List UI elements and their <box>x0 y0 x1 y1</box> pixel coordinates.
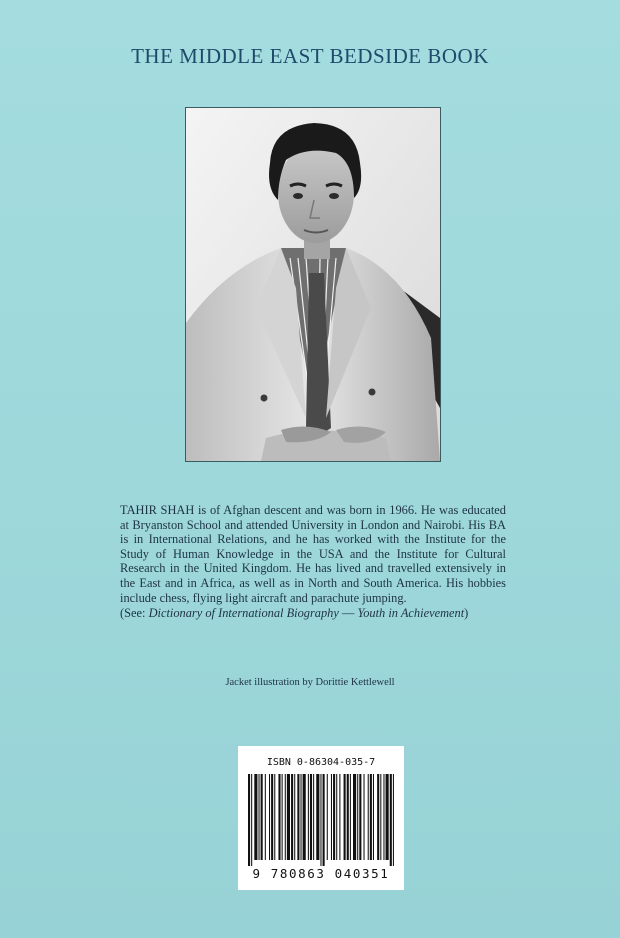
jacket-credit: Jacket illustration by Dorittie Kettlewell <box>225 677 395 688</box>
book-title: THE MIDDLE EAST BEDSIDE BOOK <box>131 44 489 68</box>
barcode-bar <box>344 774 346 860</box>
see-ref-youth: Youth in Achievement <box>357 606 465 621</box>
bio-reference <box>120 606 506 621</box>
see-suffix: ) <box>464 606 469 621</box>
barcode-bar <box>336 774 337 860</box>
barcode-bar <box>278 774 280 860</box>
barcode-bar <box>310 774 312 860</box>
barcode-bar <box>364 774 365 860</box>
barcode-bar <box>313 774 314 860</box>
barcode-bar <box>377 774 379 860</box>
barcode-bar <box>347 774 349 860</box>
barcode-bar <box>333 774 335 860</box>
barcode-panel <box>238 746 404 890</box>
barcode-bar <box>373 774 374 860</box>
barcode-bar <box>261 774 263 860</box>
barcode-bar <box>357 774 358 860</box>
barcode-bar <box>353 774 356 860</box>
barcode-bar <box>285 774 286 860</box>
barcode-bar <box>390 774 392 866</box>
author-biography <box>120 503 506 621</box>
barcode-bar <box>308 774 309 860</box>
barcode-bar <box>287 774 290 860</box>
barcode-bar <box>303 774 306 860</box>
barcode-bar <box>265 774 266 860</box>
see-ref-dictionary: Dictionary of International Biography <box>148 606 339 621</box>
barcode-bars <box>244 774 398 866</box>
barcode-bar <box>320 774 321 866</box>
barcode-bar <box>251 774 252 866</box>
barcode-bar <box>339 774 340 860</box>
barcode-digits: 9 780863 040351 <box>252 866 390 881</box>
author-portrait-illustration <box>186 108 440 461</box>
barcode-bar <box>331 774 332 860</box>
barcode-bar <box>259 774 260 860</box>
barcode-bar <box>327 774 328 860</box>
barcode-bar <box>294 774 295 860</box>
see-separator: — <box>338 606 358 621</box>
barcode-bar <box>301 774 302 860</box>
barcode-bar <box>316 774 319 860</box>
barcode-bar <box>269 774 270 860</box>
barcode-bar <box>368 774 369 860</box>
barcode-bar <box>274 774 275 860</box>
barcode-bar <box>254 774 257 860</box>
barcode-bar <box>291 774 293 860</box>
barcode-bar <box>393 774 394 866</box>
isbn-label: ISBN 0-86304-035-7 <box>266 757 376 768</box>
barcode-bar <box>297 774 299 860</box>
author-photo <box>185 107 441 462</box>
barcode-bar <box>248 774 250 866</box>
barcode-bar <box>383 774 384 860</box>
barcode-bar <box>271 774 273 860</box>
barcode-bar <box>370 774 372 860</box>
see-prefix: (See: <box>120 606 149 621</box>
barcode-bar <box>323 774 325 866</box>
barcode-bar <box>350 774 351 860</box>
bio-text: TAHIR SHAH is of Afghan descent and was born in 1966. He was educated at Bryanston School and attended University in London and Nairobi. His BA is in International Relations, and he has worked with the Institute for the Study of Human Knowledge in the USA and the Institute for Cultural Research in the United Kingdom. He has lived and travelled extensively in the East and in Africa, as well as in North and South America. His hobbies include chess, flying light aircraft and parachute jumping. <box>120 503 506 605</box>
barcode-bar <box>380 774 381 860</box>
barcode-bar <box>282 774 283 860</box>
barcode-bar <box>386 774 389 860</box>
barcode-bar <box>359 774 361 860</box>
